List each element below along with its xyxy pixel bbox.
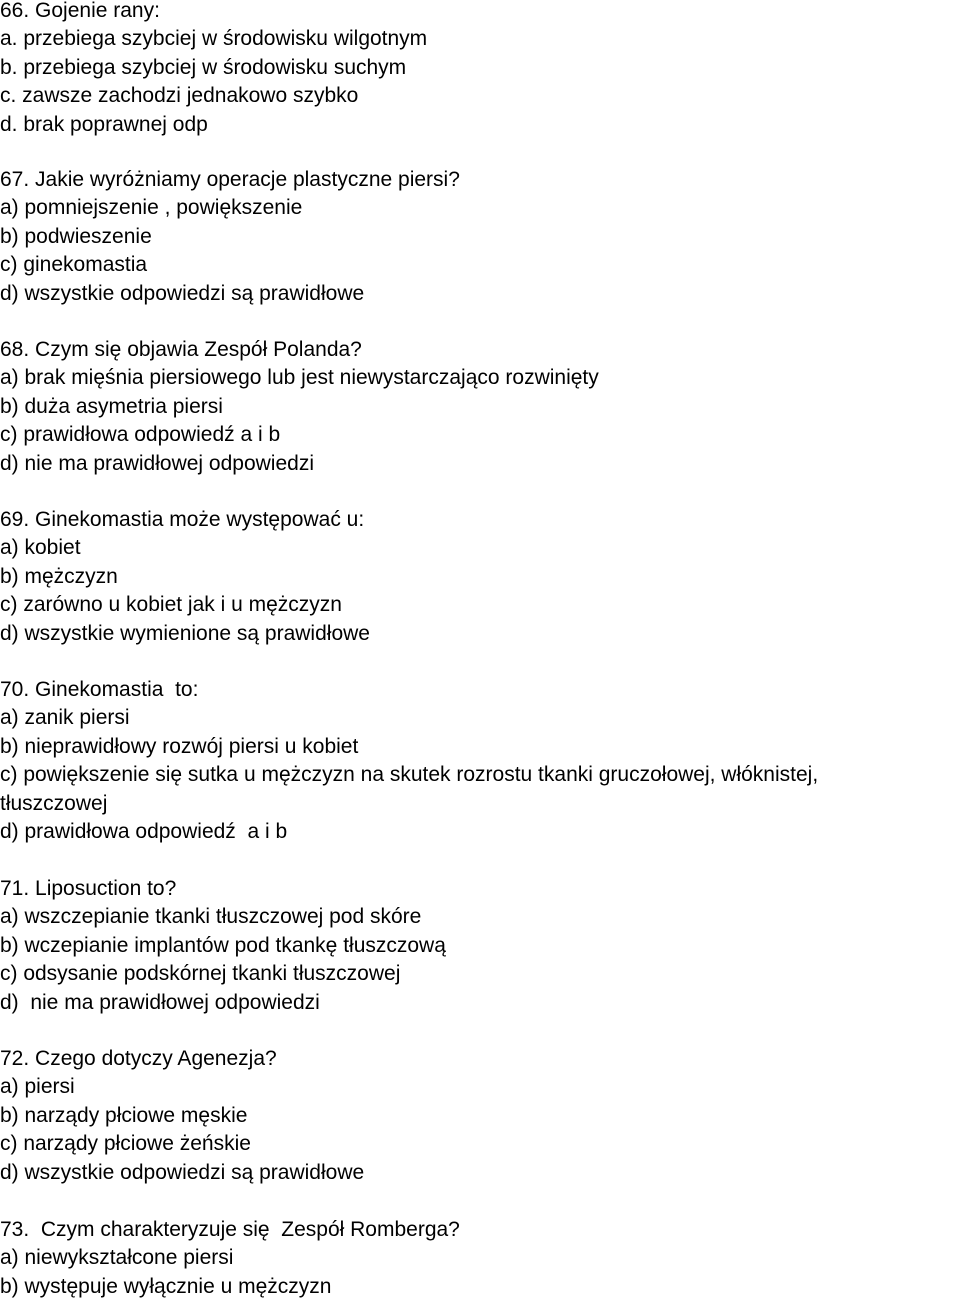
answer-option: d. brak poprawnej odp <box>0 112 208 136</box>
question-72 <box>0 1045 960 1187</box>
answer-option: d) nie ma prawidłowej odpowiedzi <box>0 990 320 1014</box>
question-title: 69. Ginekomastia może występować u: <box>0 508 365 531</box>
answer-option: d) wszystkie wymienione są prawidłowe <box>0 621 370 645</box>
question-71 <box>0 875 960 1017</box>
answer-option: b) występuje wyłącznie u mężczyzn <box>0 1274 332 1298</box>
question-66 <box>0 0 960 139</box>
answer-option: d) wszystkie odpowiedzi są prawidłowe <box>0 281 365 305</box>
answer-option: a) niewykształcone piersi <box>0 1246 234 1270</box>
question-title: 73. Czym charakteryzuje się Zespół Romberga? <box>0 1218 460 1241</box>
answer-option: b) podwieszenie <box>0 224 152 248</box>
question-title: 70. Ginekomastia to: <box>0 678 199 701</box>
question-title: 68. Czym się objawia Zespół Polanda? <box>0 338 362 361</box>
question-title: 66. Gojenie rany: <box>0 0 160 22</box>
answer-option: c) odsysanie podskórnej tkanki tłuszczowej <box>0 962 401 986</box>
answer-option: c) ginekomastia <box>0 253 148 277</box>
answer-option: a) kobiet <box>0 536 81 560</box>
answer-option: a) pomniejszenie , powiększenie <box>0 196 303 220</box>
answer-option: c) narządy płciowe żeńskie <box>0 1132 251 1156</box>
answer-option: d) nie ma prawidłowej odpowiedzi <box>0 451 314 475</box>
question-67 <box>0 166 960 308</box>
answer-option: a) wszczepianie tkanki tłuszczowej pod skóre <box>0 905 422 929</box>
answer-option: b) duża asymetria piersi <box>0 394 223 418</box>
answer-option-continuation: tłuszczowej <box>0 791 108 815</box>
answer-option: b) wczepianie implantów pod tkankę tłuszczową <box>0 933 446 957</box>
answer-option: c) prawidłowa odpowiedź a i b <box>0 423 281 447</box>
answer-option: b) nieprawidłowy rozwój piersi u kobiet <box>0 734 359 758</box>
answer-option: b) narządy płciowe męskie <box>0 1103 248 1127</box>
question-title: 71. Liposuction to? <box>0 877 177 900</box>
question-title: 67. Jakie wyróżniamy operacje plastyczne piersi? <box>0 168 460 191</box>
question-70 <box>0 676 960 846</box>
question-69 <box>0 506 960 648</box>
answer-option: c) powiększenie się sutka u mężczyzn na skutek rozrostu tkanki gruczołowej, włóknistej, <box>0 763 819 787</box>
answer-option: a) zanik piersi <box>0 706 130 730</box>
question-68 <box>0 336 960 478</box>
question-title: 72. Czego dotyczy Agenezja? <box>0 1047 277 1070</box>
answer-option: c. zawsze zachodzi jednakowo szybko <box>0 84 359 108</box>
answer-option: a. przebiega szybciej w środowisku wilgotnym <box>0 27 428 51</box>
answer-option: a) brak mięśnia piersiowego lub jest niewystarczająco rozwinięty <box>0 366 599 390</box>
answer-option: a) piersi <box>0 1075 75 1099</box>
question-73 <box>0 1216 960 1301</box>
answer-option: b) mężczyzn <box>0 564 118 588</box>
answer-option: d) wszystkie odpowiedzi są prawidłowe <box>0 1160 365 1184</box>
answer-option: b. przebiega szybciej w środowisku suchym <box>0 55 407 79</box>
answer-option: d) prawidłowa odpowiedź a i b <box>0 820 288 844</box>
answer-option: c) zarówno u kobiet jak i u mężczyzn <box>0 593 342 617</box>
